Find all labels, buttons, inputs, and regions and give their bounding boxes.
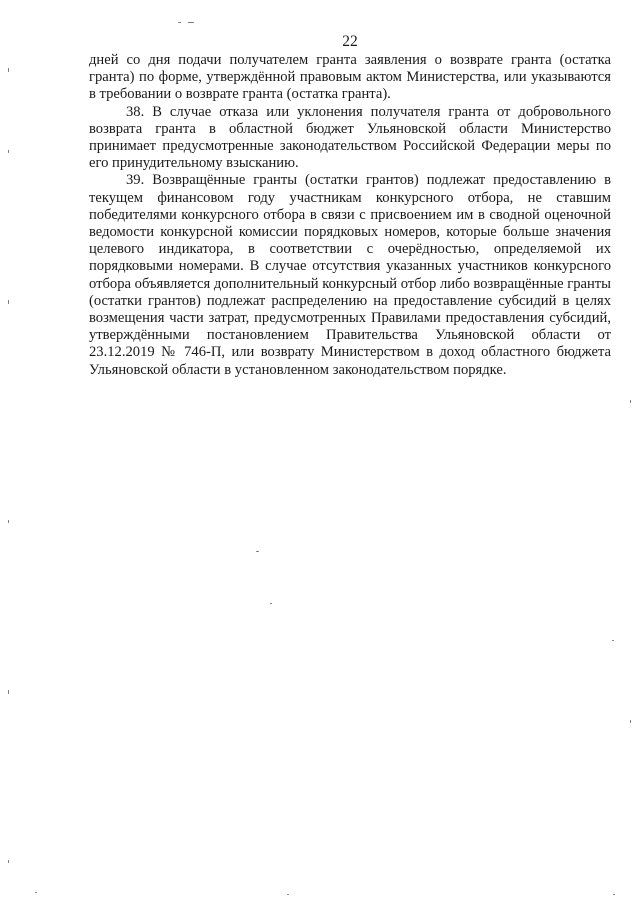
paragraph-38: 38. В случае отказа или уклонения получателя гранта от добровольного возврата гранта в областной бюджет Ульяновской области Министерство принимает предусмотренные законодательством Российской Федерации меры по его принудительному взысканию. [89, 103, 611, 172]
scan-speck [612, 640, 614, 641]
scan-speck [8, 150, 9, 153]
paragraph-continuation: дней со дня подачи получателем гранта заявления о возврате гранта (остатка гранта) по форме, утверждённой правовым актом Министерства, или указываются в требовании о возврате гранта (остатка гранта). [89, 52, 611, 103]
scan-speck [188, 22, 194, 23]
scan-speck [35, 892, 37, 893]
scan-speck [256, 551, 259, 552]
paragraph-39: 39. Возвращённые гранты (остатки грантов) подлежат предоставлению в текущем финансовом году участникам конкурсного отбора, не ставшим победителями конкурсного отбора в связи с присвоением им в сводной оценочной ведомости конкурсной комиссии порядковых номеров, которые больше значения целевого индикатора, в соответствии с очерёдностью, определяемой их порядковыми номерами. В случае отсутствия указанных участников конкурсного отбора объявляется дополнительный конкурсный отбор либо возвращённые гранты (остатки грантов) подлежат распределению на предоставление субсидий в целях возмещения части затрат, предусмотренных Правилами предоставления субсидий, утверждёнными постановлением Правительства Ульяновской области от 23.12.2019 № 746-П, или возврату Министерством в доход областного бюджета Ульяновской области в установленном законодательством порядке. [89, 172, 611, 378]
scan-speck [8, 68, 9, 72]
page-number: 22 [342, 33, 358, 50]
document-body [89, 52, 611, 379]
scan-speck [8, 690, 9, 694]
scan-speck [178, 22, 181, 23]
scan-speck [287, 894, 289, 895]
scan-speck [8, 860, 9, 863]
scan-speck [8, 520, 9, 523]
scan-speck [613, 894, 615, 895]
scan-speck [630, 720, 631, 723]
scan-speck [630, 400, 631, 403]
scan-speck [8, 300, 9, 304]
scan-speck [270, 603, 272, 604]
